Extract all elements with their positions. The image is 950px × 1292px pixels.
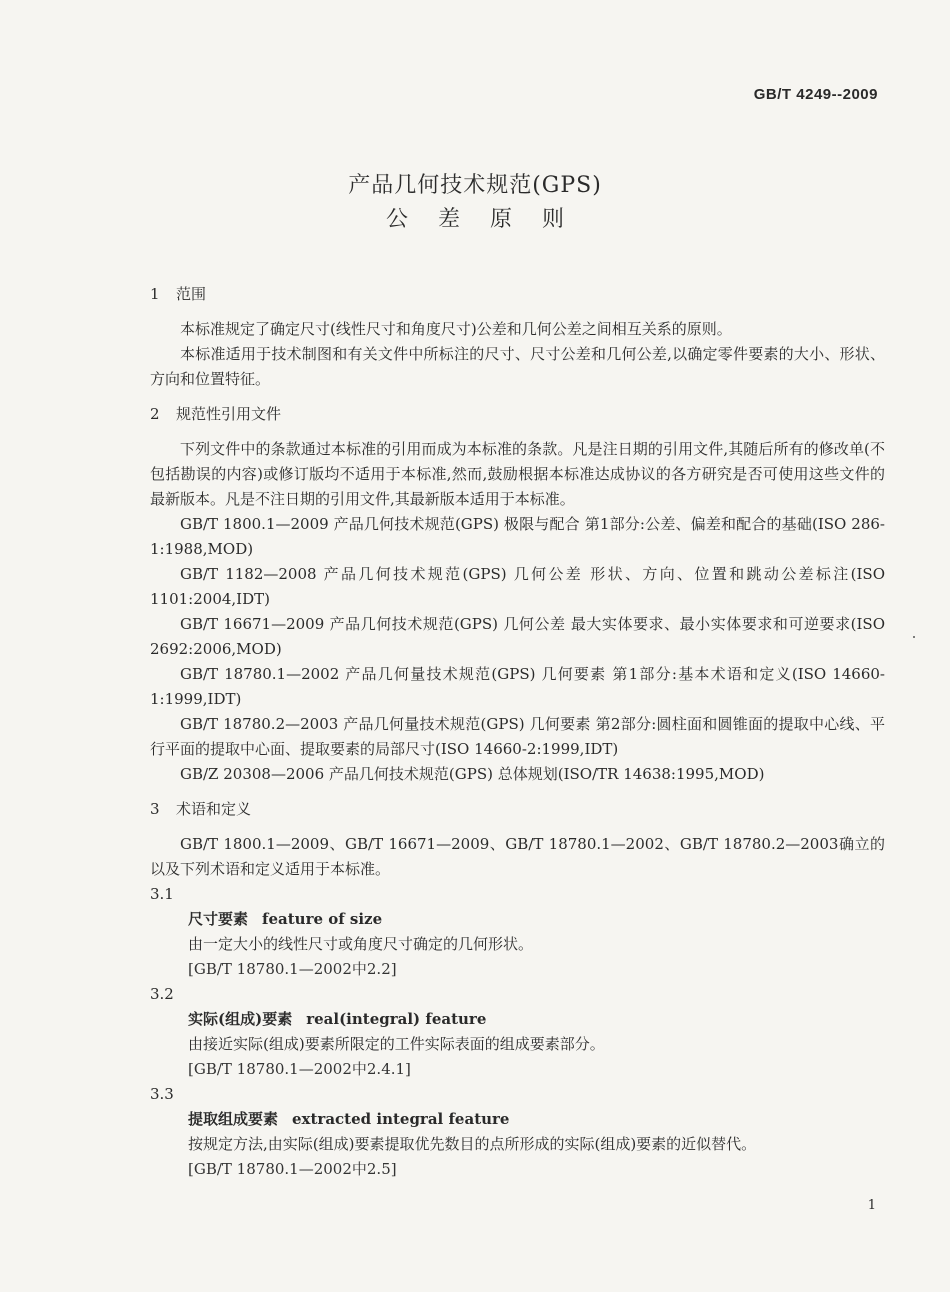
section-number: 1 (150, 285, 160, 303)
term-english: extracted integral feature (292, 1110, 510, 1128)
term-definition: 由接近实际(组成)要素所限定的工件实际表面的组成要素部分。 (188, 1035, 605, 1053)
paragraph: 本标准适用于技术制图和有关文件中所标注的尺寸、尺寸公差和几何公差,以确定零件要素的大小、形状、方向和位置特征。 (150, 345, 885, 388)
section-heading (150, 282, 885, 307)
paragraph: 本标准规定了确定尺寸(线性尺寸和角度尺寸)公差和几何公差之间相互关系的原则。 (180, 320, 732, 338)
section-title: 范围 (176, 285, 207, 303)
term-name: 实际(组成)要素 (188, 1010, 293, 1028)
section-title: 规范性引用文件 (176, 405, 282, 423)
paragraph: 下列文件中的条款通过本标准的引用而成为本标准的条款。凡是注日期的引用文件,其随后所有的修改单(不包括勘误的内容)或修订版均不适用于本标准,然而,鼓励根据本标准达成协议的各方研究是否可使用这些文件的最新版本。凡是不注日期的引用文件,其最新版本适用于本标准。 (150, 440, 885, 508)
term-number: 3.3 (150, 1085, 174, 1103)
term-name: 尺寸要素 (188, 910, 249, 928)
term-heading (188, 907, 885, 932)
standard-number: GB/T 4249--2009 (753, 86, 878, 103)
reference-item: GB/T 16671—2009 产品几何技术规范(GPS) 几何公差 最大实体要求、最小实体要求和可逆要求(ISO 2692:2006,MOD) (150, 615, 885, 658)
term-english: real(integral) feature (306, 1010, 487, 1028)
document-title: 产品几何技术规范(GPS) (348, 173, 602, 198)
section-heading (150, 402, 885, 427)
term-source: [GB/T 18780.1—2002中2.4.1] (188, 1060, 411, 1078)
term-heading (188, 1007, 885, 1032)
section-title: 术语和定义 (176, 800, 252, 818)
term-source: [GB/T 18780.1—2002中2.2] (188, 960, 397, 978)
reference-item: GB/Z 20308—2006 产品几何技术规范(GPS) 总体规划(ISO/TR 14638:1995,MOD) (180, 765, 765, 783)
term-source: [GB/T 18780.1—2002中2.5] (188, 1160, 397, 1178)
term-definition: 按规定方法,由实际(组成)要素提取优先数目的点所形成的实际(组成)要素的近似替代。 (188, 1135, 757, 1153)
document-body (150, 282, 885, 1182)
page-number: 1 (867, 1198, 876, 1213)
reference-item: GB/T 18780.2—2003 产品几何量技术规范(GPS) 几何要素 第2部分:圆柱面和圆锥面的提取中心线、平行平面的提取中心面、提取要素的局部尺寸(ISO 14660-2:1999,IDT) (150, 715, 885, 758)
term-number: 3.2 (150, 985, 174, 1003)
section-number: 2 (150, 405, 160, 423)
section-number: 3 (150, 800, 160, 818)
term-english: feature of size (262, 910, 383, 928)
reference-item: GB/T 1182—2008 产品几何技术规范(GPS) 几何公差 形状、方向、位置和跳动公差标注(ISO 1101:2004,IDT) (150, 565, 885, 608)
section-heading (150, 797, 885, 822)
scan-speck (913, 636, 915, 638)
reference-item: GB/T 1800.1—2009 产品几何技术规范(GPS) 极限与配合 第1部分:公差、偏差和配合的基础(ISO 286-1:1988,MOD) (150, 515, 885, 558)
paragraph: GB/T 1800.1—2009、GB/T 16671—2009、GB/T 18780.1—2002、GB/T 18780.2—2003确立的以及下列术语和定义适用于本标准。 (150, 835, 885, 878)
term-definition: 由一定大小的线性尺寸或角度尺寸确定的几何形状。 (188, 935, 534, 953)
term-heading (188, 1107, 885, 1132)
term-number: 3.1 (150, 885, 174, 903)
document-subtitle: 公差原则 (385, 207, 594, 232)
term-name: 提取组成要素 (188, 1110, 279, 1128)
reference-item: GB/T 18780.1—2002 产品几何量技术规范(GPS) 几何要素 第1部分:基本术语和定义(ISO 14660-1:1999,IDT) (150, 665, 885, 708)
